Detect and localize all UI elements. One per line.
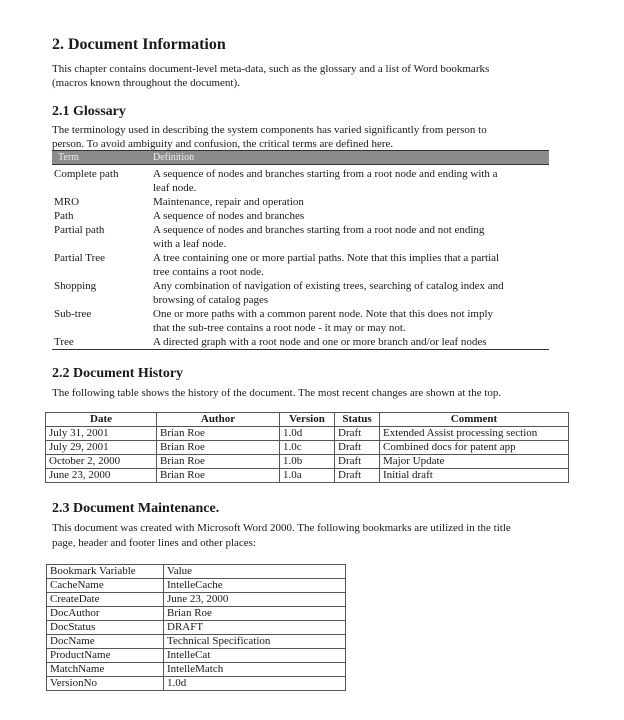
history-intro: The following table shows the history of the document. The most recent changes are shown at the top.: [52, 387, 502, 399]
glossary-row: [52, 223, 549, 251]
history-cell: 1.0a: [280, 469, 335, 483]
history-cell: Initial draft: [380, 469, 569, 483]
bookmark-row: [47, 649, 346, 663]
glossary-intro-line-2: person. To avoid ambiguity and confusion, the critical terms are defined here.: [52, 138, 394, 150]
glossary-definition: [153, 251, 549, 279]
glossary-row: [52, 195, 549, 209]
bookmark-variable: ProductName: [47, 649, 164, 663]
bookmark-variable: CacheName: [47, 579, 164, 593]
history-cell: 1.0b: [280, 455, 335, 469]
glossary-row: [52, 165, 549, 195]
history-header-version: Version: [280, 413, 335, 427]
glossary-definition-line-1: Maintenance, repair and operation: [153, 196, 304, 208]
maintenance-intro-line-2: page, header and footer lines and other places:: [52, 537, 257, 549]
history-cell: Brian Roe: [157, 427, 280, 441]
glossary-term: Shopping: [54, 280, 97, 292]
history-heading: 2.2 Document History: [52, 366, 184, 381]
glossary-definition: [153, 279, 549, 307]
glossary-term: Partial path: [54, 224, 105, 236]
glossary-definition-line-2: tree contains a root node.: [153, 266, 264, 278]
maintenance-intro-line-1: This document was created with Microsoft Word 2000. The following bookmarks are utilized in the title: [52, 522, 511, 534]
bookmark-row: [47, 579, 346, 593]
glossary-row: [52, 251, 549, 279]
bookmark-value: IntelleCache: [164, 579, 346, 593]
glossary-definition: [153, 209, 549, 223]
glossary-definition-line-1: A sequence of nodes and branches starting from a root node and not ending: [153, 224, 485, 236]
glossary-term: Partial Tree: [54, 252, 106, 264]
glossary-term: Complete path: [54, 168, 119, 180]
bookmark-table: [46, 564, 346, 691]
history-cell: July 29, 2001: [46, 441, 157, 455]
glossary-definition-line-1: A sequence of nodes and branches: [153, 210, 305, 222]
section-heading: 2. Document Information: [52, 36, 226, 53]
bookmark-variable: DocAuthor: [47, 607, 164, 621]
history-row: [46, 427, 569, 441]
glossary-definition: [153, 167, 549, 195]
history-cell: Draft: [335, 455, 380, 469]
bookmark-variable: VersionNo: [47, 677, 164, 691]
glossary-definition-line-1: A sequence of nodes and branches starting from a root node and ending with a: [153, 168, 498, 180]
section-intro-line-2: (macros known throughout the document).: [52, 77, 240, 89]
glossary-row: [52, 307, 549, 335]
glossary-definition-line-2: that the sub-tree contains a root node - it may or may not.: [153, 322, 406, 334]
glossary-term: Tree: [54, 336, 74, 348]
bookmark-header-variable: Bookmark Variable: [47, 565, 164, 579]
glossary-term: MRO: [54, 196, 80, 208]
history-cell: Extended Assist processing section: [380, 427, 569, 441]
glossary-table: [52, 150, 549, 350]
bookmark-value: IntelleMatch: [164, 663, 346, 677]
glossary-definition-line-1: A directed graph with a root node and one or more branch and/or leaf nodes: [153, 336, 487, 348]
bookmark-row: [47, 621, 346, 635]
history-header-date: Date: [46, 413, 157, 427]
history-cell: Draft: [335, 441, 380, 455]
history-cell: June 23, 2000: [46, 469, 157, 483]
history-cell: Major Update: [380, 455, 569, 469]
maintenance-heading: 2.3 Document Maintenance.: [52, 501, 220, 516]
bookmark-variable: DocStatus: [47, 621, 164, 635]
bookmark-row: [47, 677, 346, 691]
glossary-definition-line-1: A tree containing one or more partial paths. Note that this implies that a partial: [153, 252, 500, 264]
bookmark-row: [47, 607, 346, 621]
glossary-heading: 2.1 Glossary: [52, 104, 126, 119]
history-cell: Brian Roe: [157, 469, 280, 483]
history-header-row: [46, 413, 569, 427]
bookmark-row: [47, 635, 346, 649]
glossary-definition-line-1: Any combination of navigation of existing trees, searching of catalog index and: [153, 280, 504, 292]
history-header-comment: Comment: [380, 413, 569, 427]
history-cell: Combined docs for patent app: [380, 441, 569, 455]
section-intro-line-1: This chapter contains document-level meta-data, such as the glossary and a list of Word bookmarks: [52, 63, 490, 75]
glossary-definition: [153, 307, 549, 335]
glossary-definition-line-2: with a leaf node.: [153, 238, 227, 250]
history-row: [46, 469, 569, 483]
history-cell: Draft: [335, 469, 380, 483]
history-header-status: Status: [335, 413, 380, 427]
glossary-definition-line-1: One or more paths with a common parent node. Note that this does not imply: [153, 308, 494, 320]
bookmark-value: June 23, 2000: [164, 593, 346, 607]
bookmark-value: DRAFT: [164, 621, 346, 635]
glossary-header-term: Term: [58, 152, 79, 163]
glossary-header-definition: Definition: [153, 152, 195, 163]
glossary-term: Path: [54, 210, 74, 222]
glossary-intro-line-1: The terminology used in describing the system components has varied significantly from person to: [52, 124, 487, 136]
bookmark-value: Brian Roe: [164, 607, 346, 621]
bookmark-header-row: [47, 565, 346, 579]
glossary-definition-line-2: browsing of catalog pages: [153, 294, 269, 306]
bookmark-variable: DocName: [47, 635, 164, 649]
history-header-author: Author: [157, 413, 280, 427]
glossary-definition-line-2: leaf node.: [153, 182, 197, 194]
history-row: [46, 455, 569, 469]
bookmark-value: Technical Specification: [164, 635, 346, 649]
bookmark-row: [47, 593, 346, 607]
glossary-definition: [153, 335, 549, 349]
bookmark-variable: CreateDate: [47, 593, 164, 607]
bookmark-variable: MatchName: [47, 663, 164, 677]
history-row: [46, 441, 569, 455]
history-cell: 1.0d: [280, 427, 335, 441]
history-cell: October 2, 2000: [46, 455, 157, 469]
glossary-definition: [153, 223, 549, 251]
glossary-row: [52, 335, 549, 350]
bookmark-row: [47, 663, 346, 677]
history-cell: Brian Roe: [157, 455, 280, 469]
history-table: [45, 412, 569, 483]
bookmark-header-value: Value: [164, 565, 346, 579]
history-cell: Brian Roe: [157, 441, 280, 455]
glossary-row: [52, 279, 549, 307]
glossary-row: [52, 209, 549, 223]
bookmark-value: IntelleCat: [164, 649, 346, 663]
glossary-header-row: [52, 150, 549, 165]
glossary-term: Sub-tree: [54, 308, 92, 320]
bookmark-value: 1.0d: [164, 677, 346, 691]
history-cell: Draft: [335, 427, 380, 441]
history-cell: July 31, 2001: [46, 427, 157, 441]
history-cell: 1.0c: [280, 441, 335, 455]
glossary-definition: [153, 195, 549, 209]
